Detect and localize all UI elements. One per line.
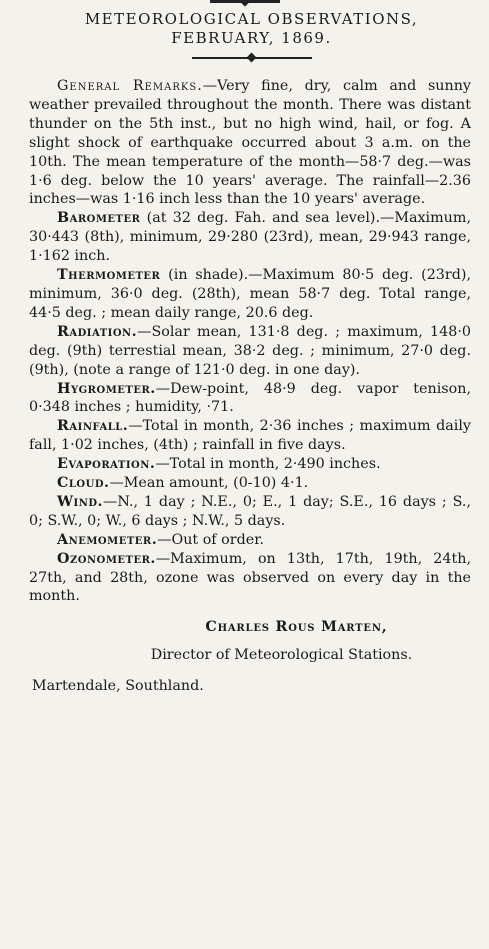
section-text: —N., 1 day ; N.E., 0; E., 1 day; S.E., 16 days ; S., 0; S.W., 0; W., 6 days ; N.W., 5 days. <box>29 493 471 529</box>
ornament-divider <box>192 57 312 59</box>
report-date: FEBRUARY, 1869. <box>171 29 332 47</box>
section-text: —Out of order. <box>157 531 265 548</box>
section-heading: Evaporation. <box>57 456 156 473</box>
section-heading: Rainfall. <box>57 418 129 435</box>
paragraph-hygrometer <box>29 380 471 418</box>
section-heading: Radiation. <box>57 323 138 340</box>
paragraph-wind <box>29 493 471 531</box>
paragraph-anemometer <box>29 531 471 550</box>
section-heading: Thermometer <box>57 267 161 284</box>
top-ornament-rule <box>210 0 280 3</box>
section-heading: Ozonometer. <box>57 550 156 567</box>
paragraph-ozonometer <box>29 550 471 607</box>
section-text: —Total in month, 2·490 inches. <box>155 456 381 473</box>
section-text: —Dew-point, 48·9 deg. vapor tenison, 0·348 inches ; humidity, ·71. <box>29 380 471 416</box>
paragraph-barometer <box>29 209 471 266</box>
section-heading: Anemometer. <box>57 531 158 548</box>
section-heading: General Remarks. <box>57 78 203 94</box>
section-heading: Wind. <box>57 493 104 510</box>
paragraph-general-remarks <box>29 77 471 209</box>
section-text: (in shade).—Maximum 80·5 deg. (23rd), minimum, 36·0 deg. (28th), mean 58·7 deg. Total range, 44·5 deg. ; mean daily range, 20.6 deg. <box>29 267 471 321</box>
author-signature: Charles Rous Marten, <box>205 619 388 636</box>
section-heading: Hygrometer. <box>57 380 156 397</box>
paragraph-evaporation <box>29 455 471 474</box>
section-text: —Total in month, 2·36 inches ; maximum daily fall, 1·02 inches, (4th) ; rainfall in five days. <box>29 418 471 454</box>
section-text: —Very fine, dry, calm and sunny weather prevailed throughout the month. There was distant thunder on the 5th inst., but no high wind, hail, or fog. A slight shock of earthquake occurred about 3 a.m. on the 10th. The mean temperature of the month—58·7 deg.—was 1·6 deg. below the 10 years' average. The rainfall—2.36 inches—was 1·16 inch less than the 10 years' average. <box>29 78 471 208</box>
paragraph-cloud <box>29 474 471 493</box>
section-heading: Barometer <box>57 210 141 227</box>
section-heading: Cloud. <box>57 475 110 492</box>
paragraph-radiation <box>29 323 471 380</box>
paragraph-rainfall <box>29 417 471 455</box>
page-title: METEOROLOGICAL OBSERVATIONS, <box>84 10 419 28</box>
section-text: (at 32 deg. Fah. and sea level).—Maximum, 30·443 (8th), minimum, 29·280 (23rd), mean, 29·943 range, 1·162 inch. <box>29 210 471 265</box>
section-text: —Maximum, on 13th, 17th, 19th, 24th, 27th, and 28th, ozone was observed on every day in the month. <box>29 550 471 605</box>
author-title: Director of Meteorological Stations. <box>150 647 413 664</box>
paragraph-thermometer <box>29 266 471 323</box>
report-body <box>29 77 471 606</box>
section-text: —Mean amount, (0-10) 4·1. <box>109 475 309 492</box>
section-text: —Solar mean, 131·8 deg. ; maximum, 148·0 deg. (9th) terrestial mean, 38·2 deg. ; minimum, 27·0 deg. (9th), (note a range of 121·0 deg. in one day). <box>29 323 471 378</box>
place-name: Martendale, Southland. <box>32 678 204 695</box>
